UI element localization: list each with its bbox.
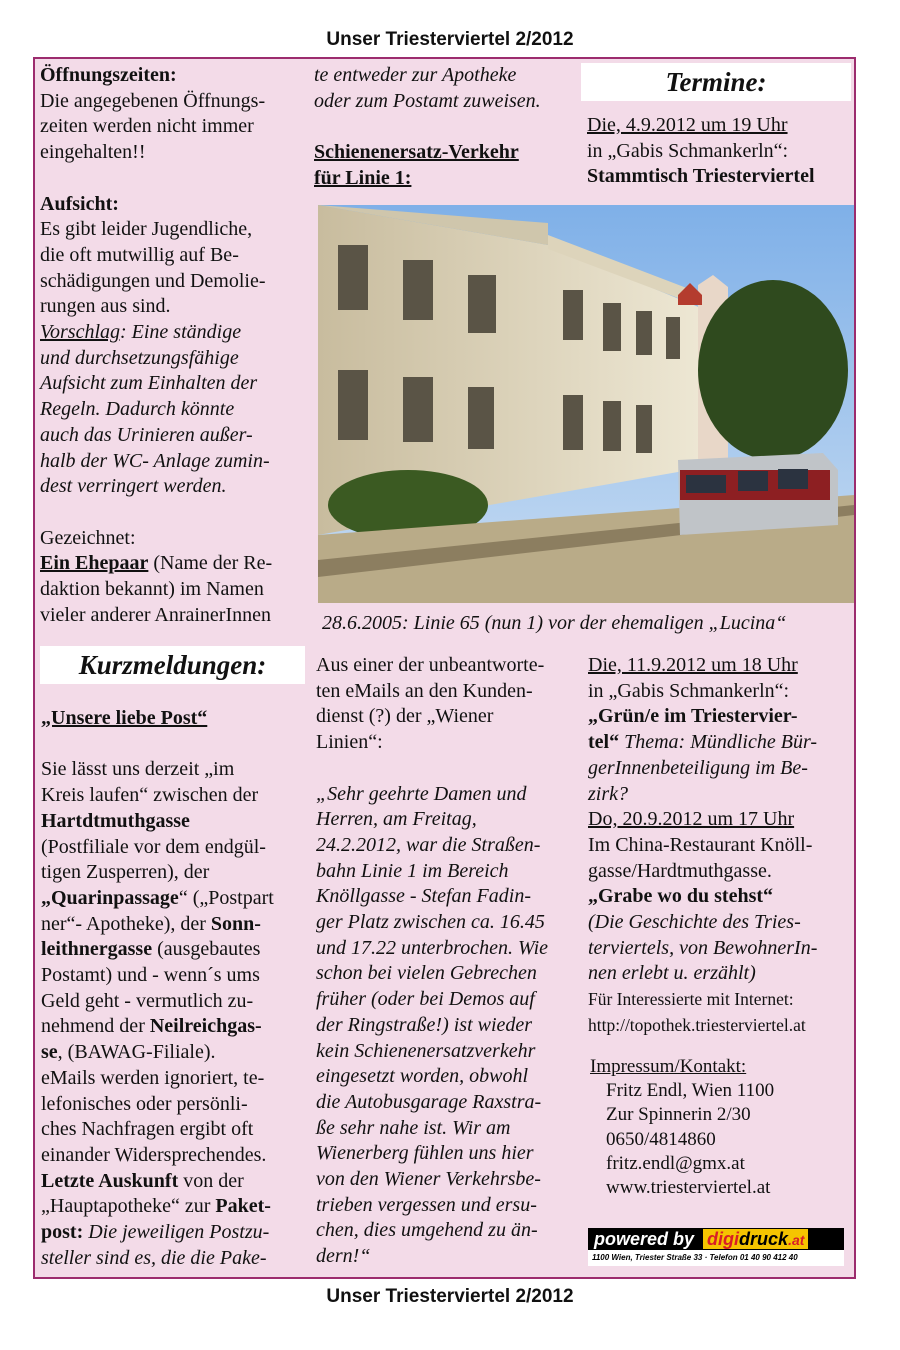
web-link[interactable]: http://topothek.triesterviertel.at [588, 1014, 806, 1035]
post-bold: se [41, 1041, 58, 1064]
post-article [41, 706, 311, 1271]
post-bold: „Quarinpassage [41, 886, 179, 909]
termin-title: „Grabe wo du stehst“ [588, 885, 774, 908]
post-bold: leithnergasse [41, 938, 153, 961]
quote-block [316, 782, 581, 1270]
aufsicht-title: Aufsicht: [40, 192, 119, 215]
quote-line: trieben vergessen und ersu- [316, 1193, 537, 1216]
quote-line: kein Schienenersatzverkehr [316, 1039, 536, 1062]
logo-brand: digi [707, 1229, 740, 1249]
page-footer: Unser Triesterviertel 2/2012 [326, 1286, 574, 1307]
vorschlag-line: und durchsetzungsfähige [40, 346, 239, 369]
post-bold: post: [41, 1221, 84, 1244]
sev-title: für Linie 1: [314, 166, 412, 189]
intro-line: Aus einer der unbeantworte- [316, 654, 545, 676]
kurzmeldungen-heading: Kurzmeldungen: [40, 646, 305, 684]
quote-line: Herren, am Freitag, [316, 808, 477, 831]
post-text: ner“- Apotheke), der [41, 912, 211, 935]
termin-1 [587, 113, 849, 190]
web-line: Für Interessierte mit Internet: [588, 989, 794, 1010]
post-line: steller sind es, die die Pake- [41, 1246, 267, 1269]
oeffnung-line: zeiten werden nicht immer [40, 115, 254, 138]
signature-name: Ein Ehepaar [40, 552, 149, 575]
termin-title: tel“ [588, 731, 620, 754]
impressum-line: Fritz Endl, Wien 1100 [606, 1080, 775, 1102]
logo-brand: druck [739, 1229, 789, 1249]
termine-heading: Termine: [581, 63, 851, 101]
quote-line: von den Wiener Verkehrsbe- [316, 1168, 541, 1191]
quote-line: ße sehr nahe ist. Wir am [316, 1116, 511, 1139]
post-line: Hartdtmuthgasse [41, 809, 190, 832]
post-text: “ („Postpart [178, 886, 274, 909]
post-text: (ausgebautes [152, 938, 261, 961]
middle-column-bottom [316, 653, 581, 1270]
termin-title: Stammtisch Triesterviertel [587, 165, 815, 188]
signature-line: daktion bekannt) im Namen [40, 578, 264, 601]
post-title: „Unsere liebe Post“ [41, 707, 208, 729]
termin-date: Die, 11.9.2012 um 18 Uhr [588, 654, 798, 676]
post-text: nehmend der [41, 1015, 150, 1038]
post-bold: Paket- [215, 1195, 271, 1218]
middle-line: oder zum Postamt zuweisen. [314, 89, 541, 112]
post-bold: Sonn- [210, 912, 261, 935]
termin-theme: Thema: Mündliche Bür- [619, 731, 817, 754]
middle-line: te entweder zur Apotheke [314, 64, 517, 86]
post-line: Geld geht - vermutlich zu- [41, 989, 254, 1012]
post-bold: Neilreichgas- [149, 1015, 262, 1038]
quote-line: die Autobusgarage Raxstra- [316, 1090, 542, 1113]
intro-line: ten eMails an den Kunden- [316, 679, 533, 702]
logo-address: 1100 Wien, Triester Straße 33 · Telefon 01 40 90 412 40 [592, 1253, 798, 1262]
impressum-title: Impressum/Kontakt: [590, 1056, 747, 1077]
logo-powered: powered by [594, 1229, 695, 1249]
logo-brand: .at [788, 1232, 805, 1248]
quote-line: früher (oder bei Demos auf [316, 988, 535, 1011]
vorschlag-line: Aufsicht zum Einhalten der [40, 372, 258, 395]
aufsicht-line: die oft mutwillig auf Be- [40, 243, 239, 266]
vorschlag-line: halb der WC- Anlage zumin- [40, 449, 270, 472]
termin-title: „Grün/e im Triestervier- [588, 705, 798, 728]
post-line: einander Widersprechendes. [41, 1143, 267, 1166]
vorschlag-line: Regeln. Dadurch könnte [40, 398, 235, 421]
quote-line: ger Platz zwischen ca. 16.45 [316, 911, 545, 934]
termin-place: in „Gabis Schmankerln“: [588, 679, 790, 702]
termin-desc: (Die Geschichte des Tries- [588, 911, 801, 934]
vorschlag-line: dest verringert werden. [40, 475, 227, 498]
quote-line: und 17.22 unterbrochen. Wie [316, 936, 549, 959]
left-column [40, 63, 310, 628]
post-text: von der [178, 1169, 244, 1192]
digidruck-logo [588, 1228, 844, 1266]
quote-line: schon bei vielen Gebrechen [316, 962, 537, 985]
sev-title: Schienenersatz-Verkehr [314, 141, 519, 164]
termin-place: Im China-Restaurant Knöll- [588, 833, 813, 856]
post-line: (Postfiliale vor dem endgül- [41, 835, 266, 858]
post-text: , (BAWAG-Filiale). [57, 1041, 216, 1064]
termin-desc: terviertels, von BewohnerIn- [588, 936, 818, 959]
post-line: lefonisches oder persönli- [41, 1092, 248, 1115]
vorschlag-text: : Eine ständige [120, 321, 242, 344]
quote-line: Knöllgasse - Stefan Fadin- [316, 885, 531, 908]
quote-line: eingesetzt worden, obwohl [316, 1065, 529, 1088]
oeffnung-line: Die angegebenen Öffnungs- [40, 89, 266, 112]
quote-line: chen, dies umgehend zu än- [316, 1219, 538, 1242]
signature-note: (Name der Re- [148, 552, 273, 575]
termin-desc: nen erlebt u. erzählt) [588, 962, 756, 985]
quote-line: „Sehr geehrte Damen und [316, 782, 527, 805]
oeffnung-title: Öffnungszeiten: [40, 64, 177, 86]
post-italic: Die jeweiligen Postzu- [83, 1221, 270, 1244]
aufsicht-line: Es gibt leider Jugendliche, [40, 218, 253, 241]
impressum-line: 0650/4814860 [606, 1128, 716, 1150]
impressum [590, 1055, 852, 1200]
oeffnung-line: eingehalten!! [40, 141, 146, 164]
aufsicht-line: schädigungen und Demolie- [40, 269, 266, 292]
post-line: Sie lässt uns derzeit „im [41, 758, 235, 781]
termin-place: gasse/Hardtmuthgasse. [588, 859, 772, 882]
gezeichnet-label: Gezeichnet: [40, 526, 136, 549]
quote-line: 24.2.2012, war die Straßen- [316, 833, 541, 856]
post-line: tigen Zusperren), der [41, 861, 210, 884]
signature-line: vieler anderer AnrainerInnen [40, 603, 271, 626]
impressum-email[interactable]: fritz.endl@gmx.at [606, 1152, 745, 1174]
intro-line: dienst (?) der „Wiener [316, 705, 494, 728]
post-line: Kreis laufen“ zwischen der [41, 784, 259, 807]
vorschlag-label: Vorschlag [40, 321, 120, 344]
post-line: eMails werden ignoriert, te- [41, 1066, 265, 1089]
quote-line: bahn Linie 1 im Bereich [316, 859, 509, 882]
post-text: „Hauptapotheke“ zur [41, 1195, 216, 1218]
post-bold: Letzte Auskunft [41, 1169, 179, 1192]
termin-theme: gerInnenbeteiligung im Be- [588, 756, 808, 779]
quote-line: dern!“ [316, 1245, 371, 1268]
termin-place: in „Gabis Schmankerln“: [587, 139, 789, 162]
middle-column-top [314, 63, 579, 192]
impressum-website[interactable]: www.triesterviertel.at [606, 1177, 771, 1199]
post-line: Postamt) und - wenn´s ums [41, 964, 260, 987]
termin-date: Do, 20.9.2012 um 17 Uhr [588, 808, 795, 831]
aufsicht-line: rungen aus sind. [40, 295, 171, 318]
page-header: Unser Triesterviertel 2/2012 [326, 29, 574, 50]
photo-caption: 28.6.2005: Linie 65 (nun 1) vor der ehemaligen „Lucina“ [322, 612, 787, 634]
post-line: ches Nachfragen ergibt oft [41, 1118, 254, 1141]
quote-line: der Ringstraße!) ist wieder [316, 1013, 533, 1036]
right-column-bottom [588, 653, 850, 1039]
termin-theme: zirk? [588, 782, 628, 805]
quote-line: Wienerberg fühlen uns hier [316, 1142, 534, 1165]
vorschlag-line: auch das Urinieren außer- [40, 423, 253, 446]
termin-date: Die, 4.9.2012 um 19 Uhr [587, 114, 788, 136]
intro-line: Linien“: [316, 731, 383, 754]
impressum-line: Zur Spinnerin 2/30 [606, 1104, 751, 1126]
tram-photo [318, 205, 854, 603]
